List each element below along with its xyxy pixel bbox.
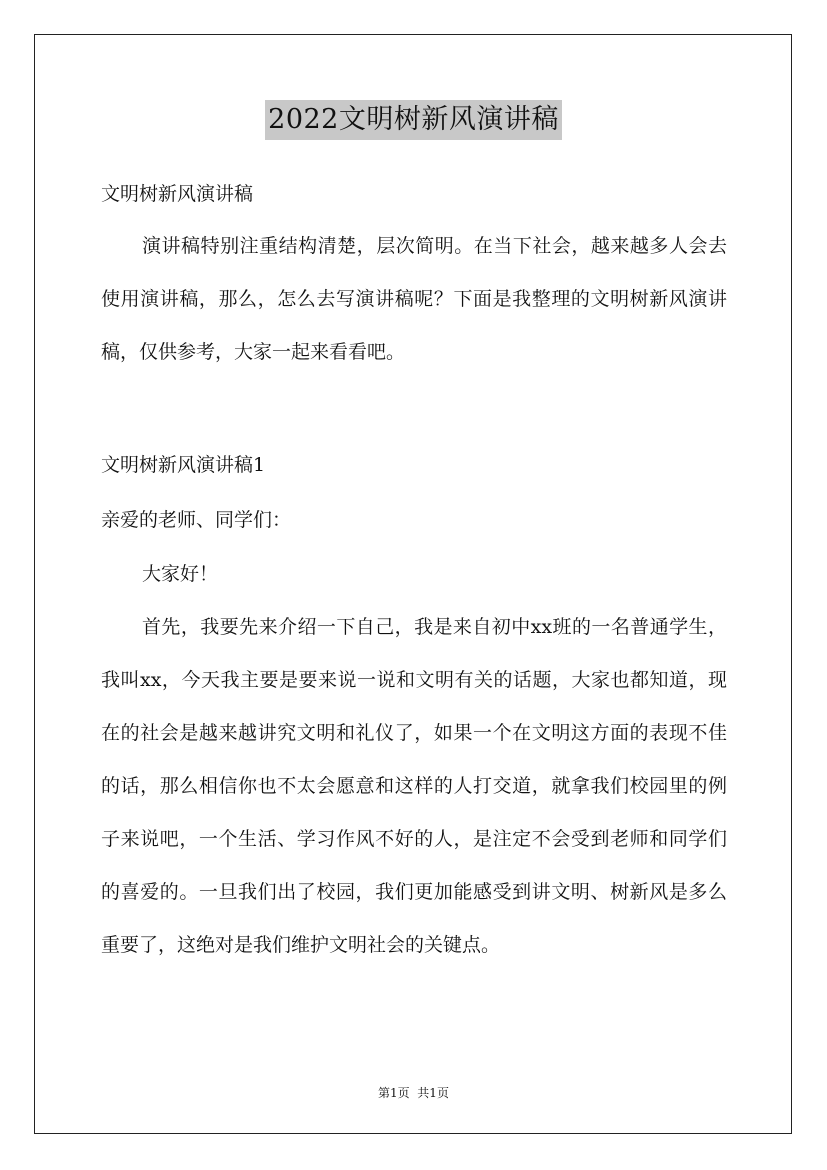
salutation: 亲爱的老师、同学们：: [101, 509, 292, 531]
document-title: 2022文明树新风演讲稿: [265, 100, 562, 140]
body-paragraph: 首先，我要先来介绍一下自己，我是来自初中xx班的一名普通学生，我叫xx，今天我主要是要来说一说和文明有关的话题，大家也都知道，现在的社会是越来越讲究文明和礼仪了，如果一个在文明这方面的表现不佳的话，那么相信你也不太会愿意和这样的人打交道，就拿我们校园里的例子来说吧，一个生活、学习作风不好的人，是注定不会受到老师和同学们的喜爱的。一旦我们出了校园，我们更加能感受到讲文明、树新风是多么重要了，这绝对是我们维护文明社会的关键点。: [101, 616, 727, 956]
intro-paragraph: 演讲稿特别注重结构清楚，层次简明。在当下社会，越来越多人会去使用演讲稿，那么，怎么去写演讲稿呢？下面是我整理的文明树新风演讲稿，仅供参考，大家一起来看看吧。: [101, 235, 727, 363]
document-subtitle: 文明树新风演讲稿: [101, 183, 254, 205]
section-heading: 文明树新风演讲稿1: [101, 454, 266, 476]
page-footer: 第1页 共1页: [378, 1086, 449, 1100]
greeting: 大家好！: [142, 563, 219, 585]
title-container: [0, 100, 827, 140]
